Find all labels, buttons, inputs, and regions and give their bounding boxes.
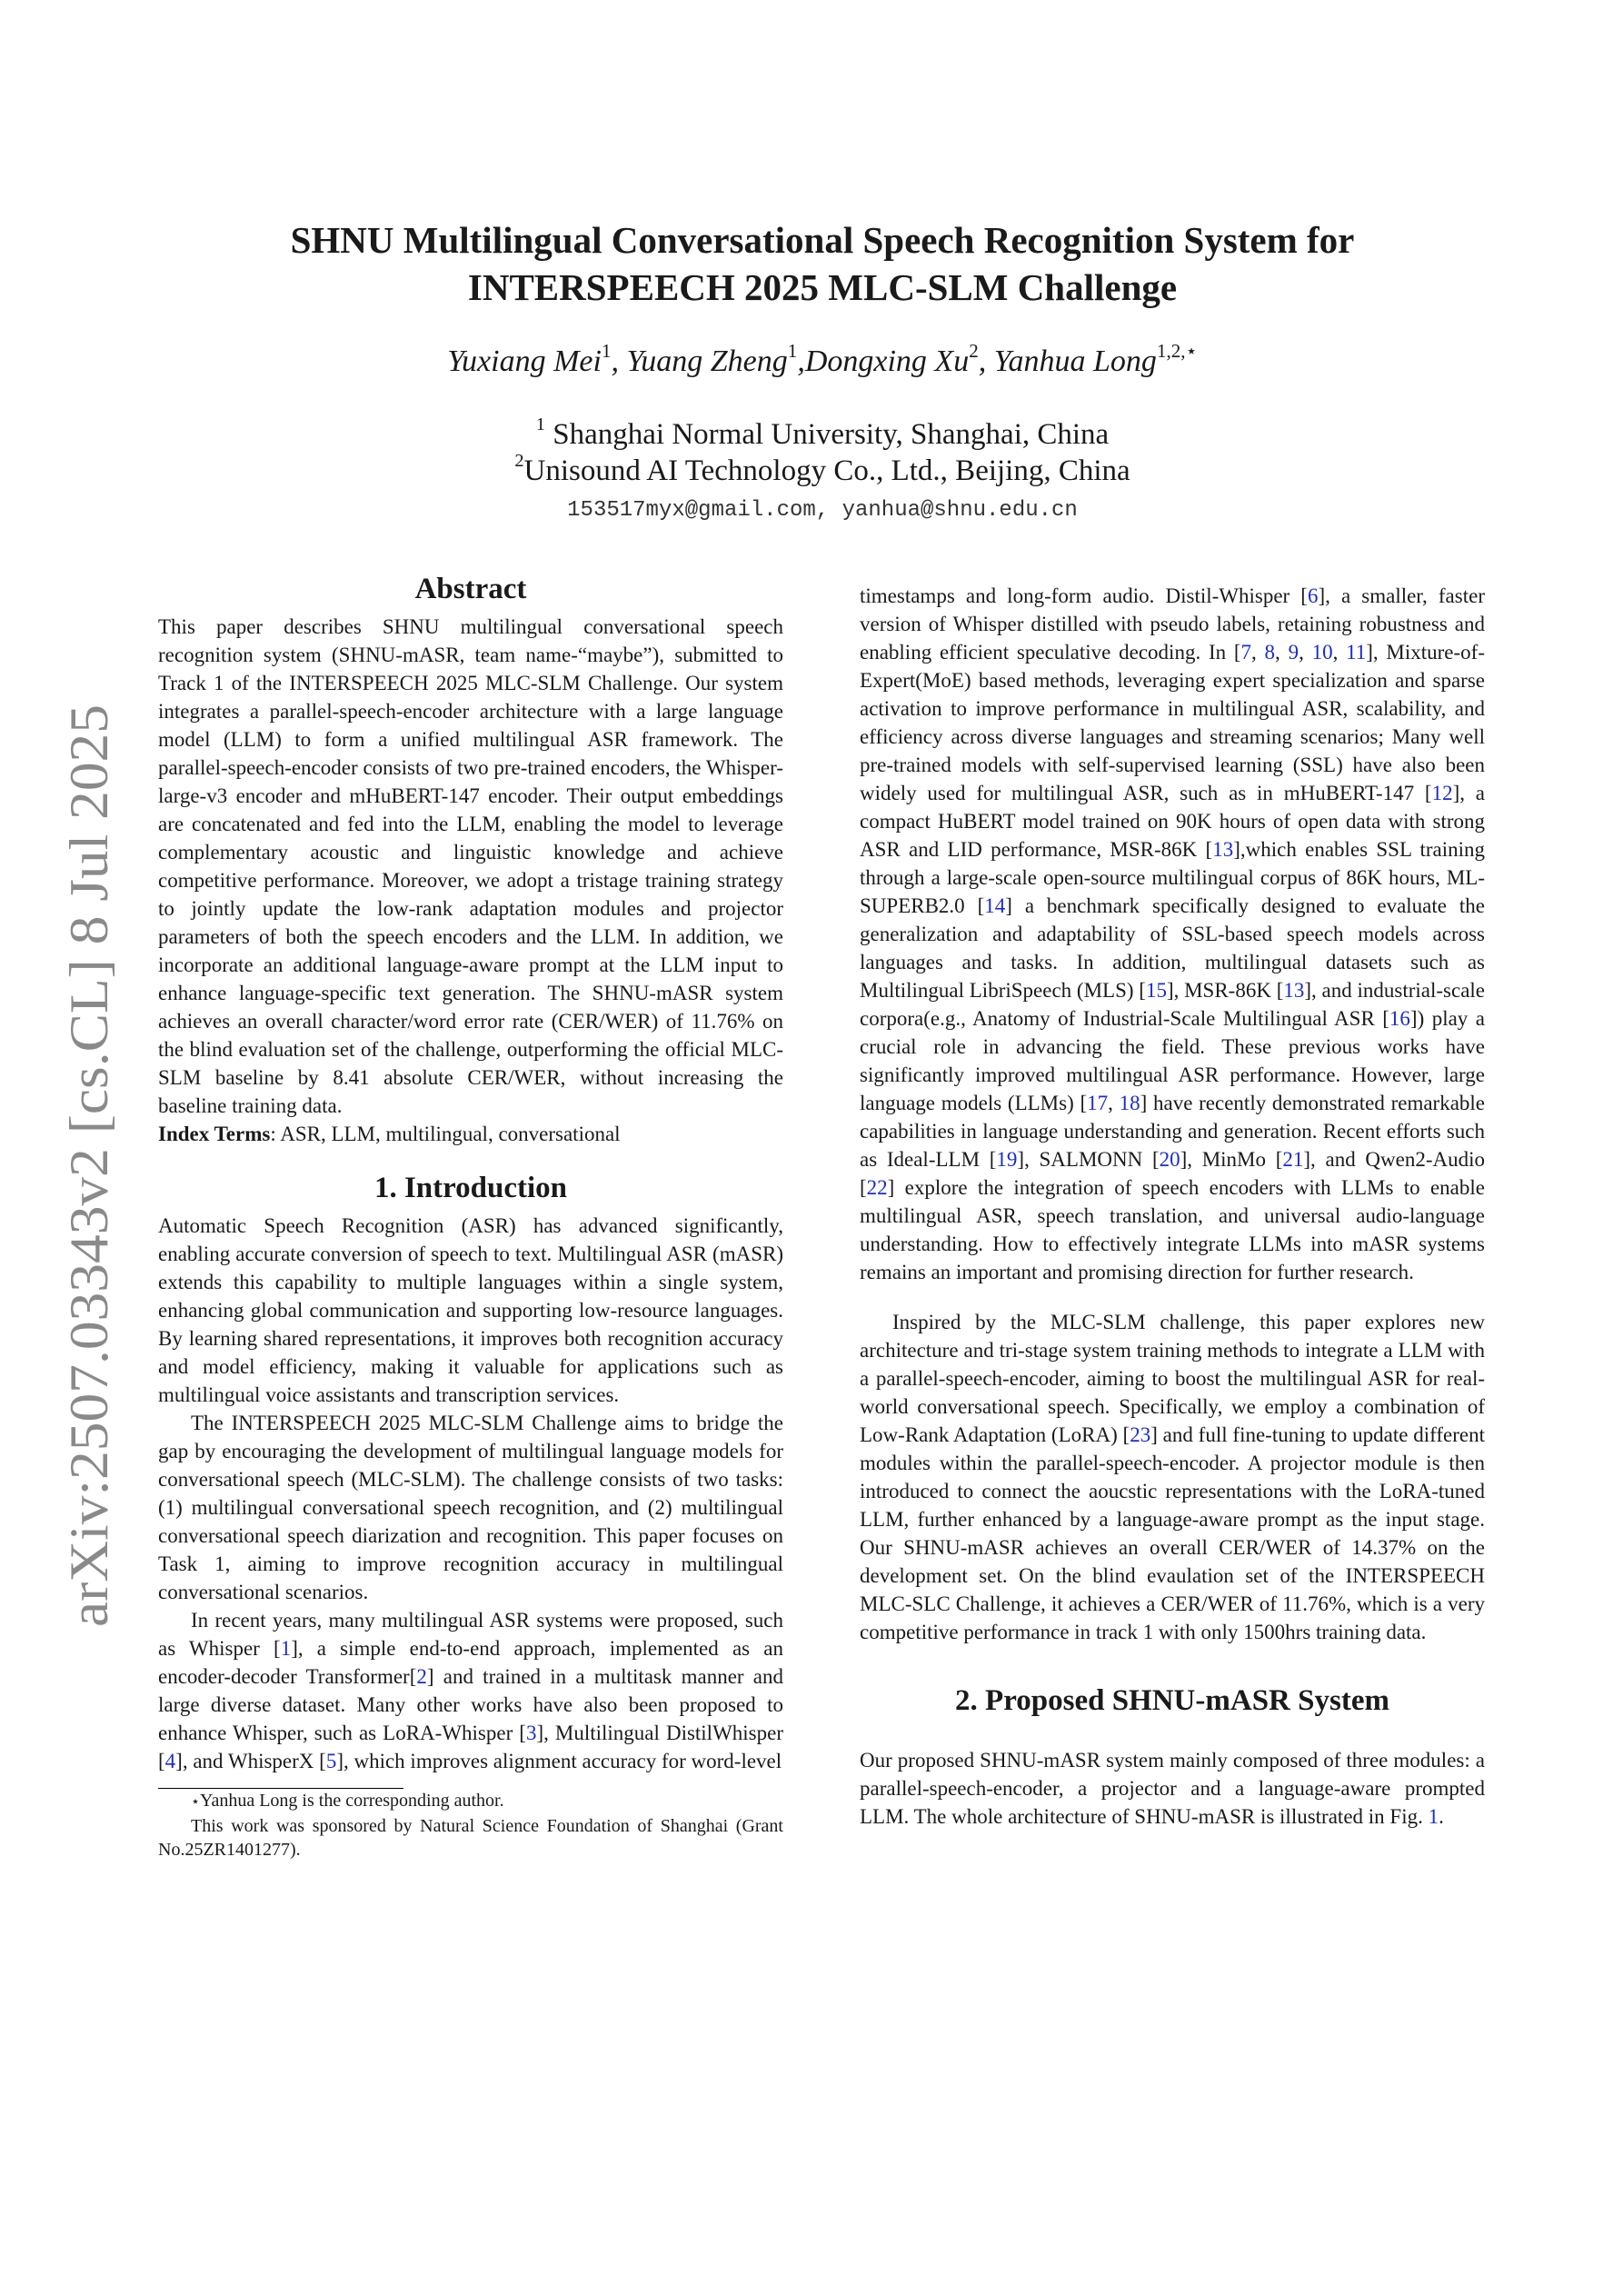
author-name: ,Dongxing Xu (797, 344, 970, 378)
intro-paragraph-1: Automatic Speech Recognition (ASR) has advanced significantly, enabling accurate conversion of speech to text. Multilingual ASR (mASR) extends this capability to multiple languages within a single system, enhancing global communication and supporting low-resource languages. By learning shared representations, it improves both recognition accuracy and model efficiency, making it valuable for applications such as multilingual voice assistants and transcription services. (158, 1214, 783, 1406)
citation-link[interactable]: 18 (1119, 1092, 1140, 1114)
text-run: ], SALMONN [ (1017, 1148, 1160, 1171)
text-run: . (1439, 1805, 1444, 1828)
arxiv-identifier-stamp (36, 704, 136, 1641)
text-run: ], Mixture-of-Expert(MoE) based methods, leveraging expert specialization and sparse activation to improve performance in multilingual ASR, scalability, and efficiency across diverse languages and streaming scenarios; Many well pre-trained models with self-supervised learning (SSL) have also been widely used for multilingual ASR, such as in mHuBERT-147 [ (860, 641, 1485, 804)
index-terms (158, 1120, 783, 1148)
section-2-paragraph-1 (860, 1746, 1485, 1831)
citation-link[interactable]: 12 (1431, 782, 1453, 804)
affiliation-1 (154, 416, 1490, 453)
author-affil-mark: 1 (787, 339, 798, 362)
citation-link[interactable]: 8 (1264, 641, 1276, 664)
abstract-heading: Abstract (414, 573, 527, 605)
citation-link[interactable]: 22 (866, 1176, 888, 1199)
affil-text: Shanghai Normal University, Shanghai, China (545, 418, 1110, 451)
text-run: ] explore the integration of speech encoders with LLMs to enable multilingual ASR, speech translation, and universal audio-language understanding. How to effectively integrate LLMs into mASR systems remains an important and promising direction for further research. (860, 1176, 1485, 1283)
intro-paragraph-4: timestamps and long-form audio. Distil-Whisper [6], a smaller, faster version of Whisper distilled with pseudo labels, retaining robustness and enabling efficient speculative decoding. In [7, 8, 9, 10, 11], Mixture-of-Expert(MoE) based methods, leveraging expert specialization and sparse activation to improve performance in multilingual ASR, scalability, and efficiency across diverse languages and streaming scenarios; Many well pre-trained models with self-supervised learning (SSL) have also been widely used for multilingual ASR, such as in mHuBERT-147 [12], a compact HuBERT model trained on 90K hours of open data with strong ASR and LID performance, MSR-86K [13],which enables SSL training through a large-scale open-source multilingual corpus of 86K hours, ML-SUPERB2.0 [14] a benchmark specifically designed to evaluate the generalization and adaptability of SSL-based speech models across languages and tasks. In addition, multilingual datasets such as Multilingual LibriSpeech (MLS) [15], MSR-86K [13], and industrial-scale corpora(e.g., Anatomy of Industrial-Scale Multilingual ASR [16]) play a crucial role in advancing the field. These previous works have significantly improved multilingual ASR performance. However, large language models (LLMs) [17, 18] have recently demonstrated remarkable capabilities in language understanding and generation. Recent efforts such as Ideal-LLM [19], SALMONN [20], MinMo [21], and Qwen2-Audio [22] explore the integration of speech encoders with LLMs to enable multilingual ASR, speech translation, and universal audio-language understanding. How to effectively integrate LLMs into mASR systems remains an important and promising direction for further research. (860, 584, 1486, 1283)
footnote-funding: This work was sponsored by Natural Science Foundation of Shanghai (Grant No.25ZR1401277). (158, 1816, 783, 1860)
text-run: ], MSR-86K [ (1166, 979, 1284, 1002)
affil-mark: 2 (514, 450, 524, 471)
title-line-1: SHNU Multilingual Conversational Speech Recognition System for (290, 219, 1355, 261)
affiliation-2 (154, 450, 1490, 489)
citation-link[interactable]: 3 (525, 1722, 537, 1744)
footnote-text: Yanhua Long is the corresponding author. (200, 1791, 504, 1811)
author-name: , Yanhua Long (978, 344, 1157, 378)
citation-link[interactable]: 5 (325, 1750, 337, 1772)
footnote-mark: ⋆ (191, 1794, 201, 1810)
text-run: Inspired by the MLC-SLM challenge, this paper explores new architecture and tri-stage system training methods to integrate a LLM with a parallel-speech-encoder, aiming to boost the multilingual ASR for real-world conversational speech. Specifically, we employ a combination of Low-Rank Adaptation (LoRA) [ (860, 1311, 1485, 1446)
text-run: ] a benchmark specifically designed to evaluate the generalization and adaptability of SSL-based speech models across languages and tasks. In addition, multilingual datasets such as Multilingual LibriSpeech (MLS) [ (860, 894, 1485, 1002)
citation-link[interactable]: 2 (416, 1665, 427, 1688)
citation-link[interactable]: 21 (1282, 1148, 1304, 1171)
text-run: ], and WhisperX [ (175, 1750, 326, 1772)
text-run: ]) play a crucial role in advancing the field. These previous works have significantly improved multilingual ASR performance. However, large language models (LLMs) [ (860, 1007, 1485, 1114)
citation-link[interactable]: 9 (1288, 641, 1299, 664)
citation-link[interactable]: 16 (1389, 1007, 1410, 1030)
section-1-heading: 1. Introduction (373, 1172, 568, 1204)
citation-link[interactable]: 19 (996, 1148, 1018, 1171)
citation-link[interactable]: 17 (1087, 1092, 1109, 1114)
text-run: Our proposed SHNU-mASR system mainly composed of three modules: a parallel-speech-encoder, a projector and a language-aware prompted LLM. The whole architecture of SHNU-mASR is illustrated in Fig. (860, 1749, 1485, 1828)
citation-link[interactable]: 6 (1307, 584, 1319, 607)
author-affil-mark: 1 (601, 339, 612, 362)
citation-link[interactable]: 7 (1240, 641, 1252, 664)
abstract-body: This paper describes SHNU multilingual conversational speech recognition system (SHNU-mASR, team name-“maybe”), submitted to Track 1 of the INTERSPEECH 2025 MLC-SLM Challenge. Our system integrates a parallel-speech-encoder architecture with a large language model (LLM) to form a unified multilingual ASR framework. The parallel-speech-encoder consists of two pre-trained encoders, the Whisper-large-v3 encoder and mHuBERT-147 encoder. Their output embeddings are concatenated and fed into the LLM, enabling the model to leverage complementary acoustic and linguistic knowledge and achieve competitive performance. Moreover, we adopt a tristage training strategy to jointly update the low-rank adaptation modules and projector parameters of both the speech encoders and the LLM. In addition, we incorporate an additional language-aware prompt at the LLM input to enhance language-specific text generation. The SHNU-mASR system achieves an overall character/word error rate (CER/WER) of 11.76% on the blind evaluation set of the challenge, outperforming the official MLC-SLM baseline by 8.41 absolute CER/WER, without increasing the baseline training data. (158, 615, 783, 1117)
text-run: ] and full fine-tuning to update different modules within the parallel-speech-encoder. A projector module is then introduced to connect the aoucstic representations with the LoRA-tuned LLM, further enhanced by a language-aware prompt as the input stage. Our SHNU-mASR achieves an overall CER/WER of 14.37% on the development set. On the blind evaulation set of the INTERSPEECH MLC-SLC Challenge, it achieves a CER/WER of 11.76%, which is a very competitive performance in track 1 with only 1500hrs training data. (860, 1423, 1485, 1643)
affil-text: Unisound AI Technology Co., Ltd., Beijing, China (523, 454, 1130, 487)
intro-paragraph-5 (860, 1308, 1485, 1646)
text-run: ], which improves alignment accuracy for word-level (336, 1750, 782, 1772)
text-run: ], a compact HuBERT model trained on 90K hours of open data with strong ASR and LID performance, MSR-86K [ (860, 782, 1485, 861)
text-run: timestamps and long-form audio. Distil-Whisper [ (860, 584, 1308, 607)
left-column (158, 571, 783, 1862)
citation-link[interactable]: 10 (1311, 641, 1333, 664)
index-terms-label: Index Terms (158, 1123, 271, 1145)
citation-link[interactable]: 13 (1212, 838, 1234, 861)
arxiv-identifier-text: arXiv:2507.03343v2 [cs.CL] 8 Jul 2025 (59, 754, 119, 1627)
title-line-2: INTERSPEECH 2025 MLC-SLM Challenge (467, 266, 1178, 308)
paper-title (154, 216, 1490, 311)
citation-link[interactable]: 20 (1159, 1148, 1180, 1171)
text-run: ], a simple end-to-end approach, implemented as an encoder-decoder Transformer[ (158, 1637, 783, 1688)
author-name: , Yuang Zheng (611, 344, 788, 378)
text-run: ], a smaller, faster version of Whisper distilled with pseudo labels, retaining robustness and enabling efficient speculative decoding. In [ (860, 584, 1485, 664)
text-run: ] have recently demonstrated remarkable capabilities in language understanding and generation. Recent efforts such as Ideal-LLM [ (860, 1092, 1486, 1171)
text-run: ], and Qwen2-Audio [ (860, 1148, 1485, 1199)
index-terms-list: : ASR, LLM, multilingual, conversational (270, 1123, 621, 1145)
section-2-heading: 2. Proposed SHNU-mASR System (955, 1684, 1389, 1717)
intro-paragraph-3 (158, 1606, 783, 1775)
footnote-corresponding-author (158, 1789, 783, 1814)
intro-paragraph-2: The INTERSPEECH 2025 MLC-SLM Challenge aims to bridge the gap by encouraging the development of multilingual language models for conversational speech (MLC-SLM). The challenge consists of two tasks: (1) multilingual conversational speech recognition, and (2) multilingual conversational speech diarization and recognition. This paper focuses on Task 1, aiming to improve recognition accuracy in multilingual conversational scenarios. (158, 1412, 783, 1603)
citation-link[interactable]: 23 (1130, 1423, 1151, 1446)
right-column (860, 582, 1485, 1831)
text-run: ] and trained in a multitask manner and large diverse dataset. Many other works have also been proposed to enhance Whisper, such as LoRA-Whisper [ (158, 1665, 783, 1744)
author-name: Yuxiang Mei (447, 344, 602, 378)
citation-link[interactable]: 11 (1346, 641, 1367, 664)
author-affil-mark: 2 (969, 339, 979, 362)
author-affil-mark: 1,2,⋆ (1156, 339, 1198, 362)
author-emails: 153517myx@gmail.com, yanhua@shnu.edu.cn (567, 498, 1078, 523)
affil-mark: 1 (535, 414, 546, 434)
figure-link[interactable]: 1 (1428, 1805, 1439, 1828)
text-run: ], MinMo [ (1180, 1148, 1283, 1171)
citation-link[interactable]: 15 (1145, 979, 1167, 1002)
text-run: ], Multilingual DistilWhisper [ (158, 1722, 783, 1772)
citation-link[interactable]: 14 (984, 894, 1006, 917)
text-run: ], and industrial-scale corpora(e.g., Anatomy of Industrial-Scale Multilingual ASR [ (860, 979, 1486, 1030)
text-run: ],which enables SSL training through a large-scale open-source multilingual corpus of 86K hours, ML-SUPERB2.0 [ (860, 838, 1486, 917)
citation-link[interactable]: 13 (1283, 979, 1305, 1002)
citation-link[interactable]: 1 (280, 1637, 292, 1660)
author-list (154, 339, 1490, 380)
citation-link[interactable]: 4 (164, 1750, 176, 1772)
text-run: In recent years, many multilingual ASR systems were proposed, such as Whisper [ (158, 1609, 783, 1660)
